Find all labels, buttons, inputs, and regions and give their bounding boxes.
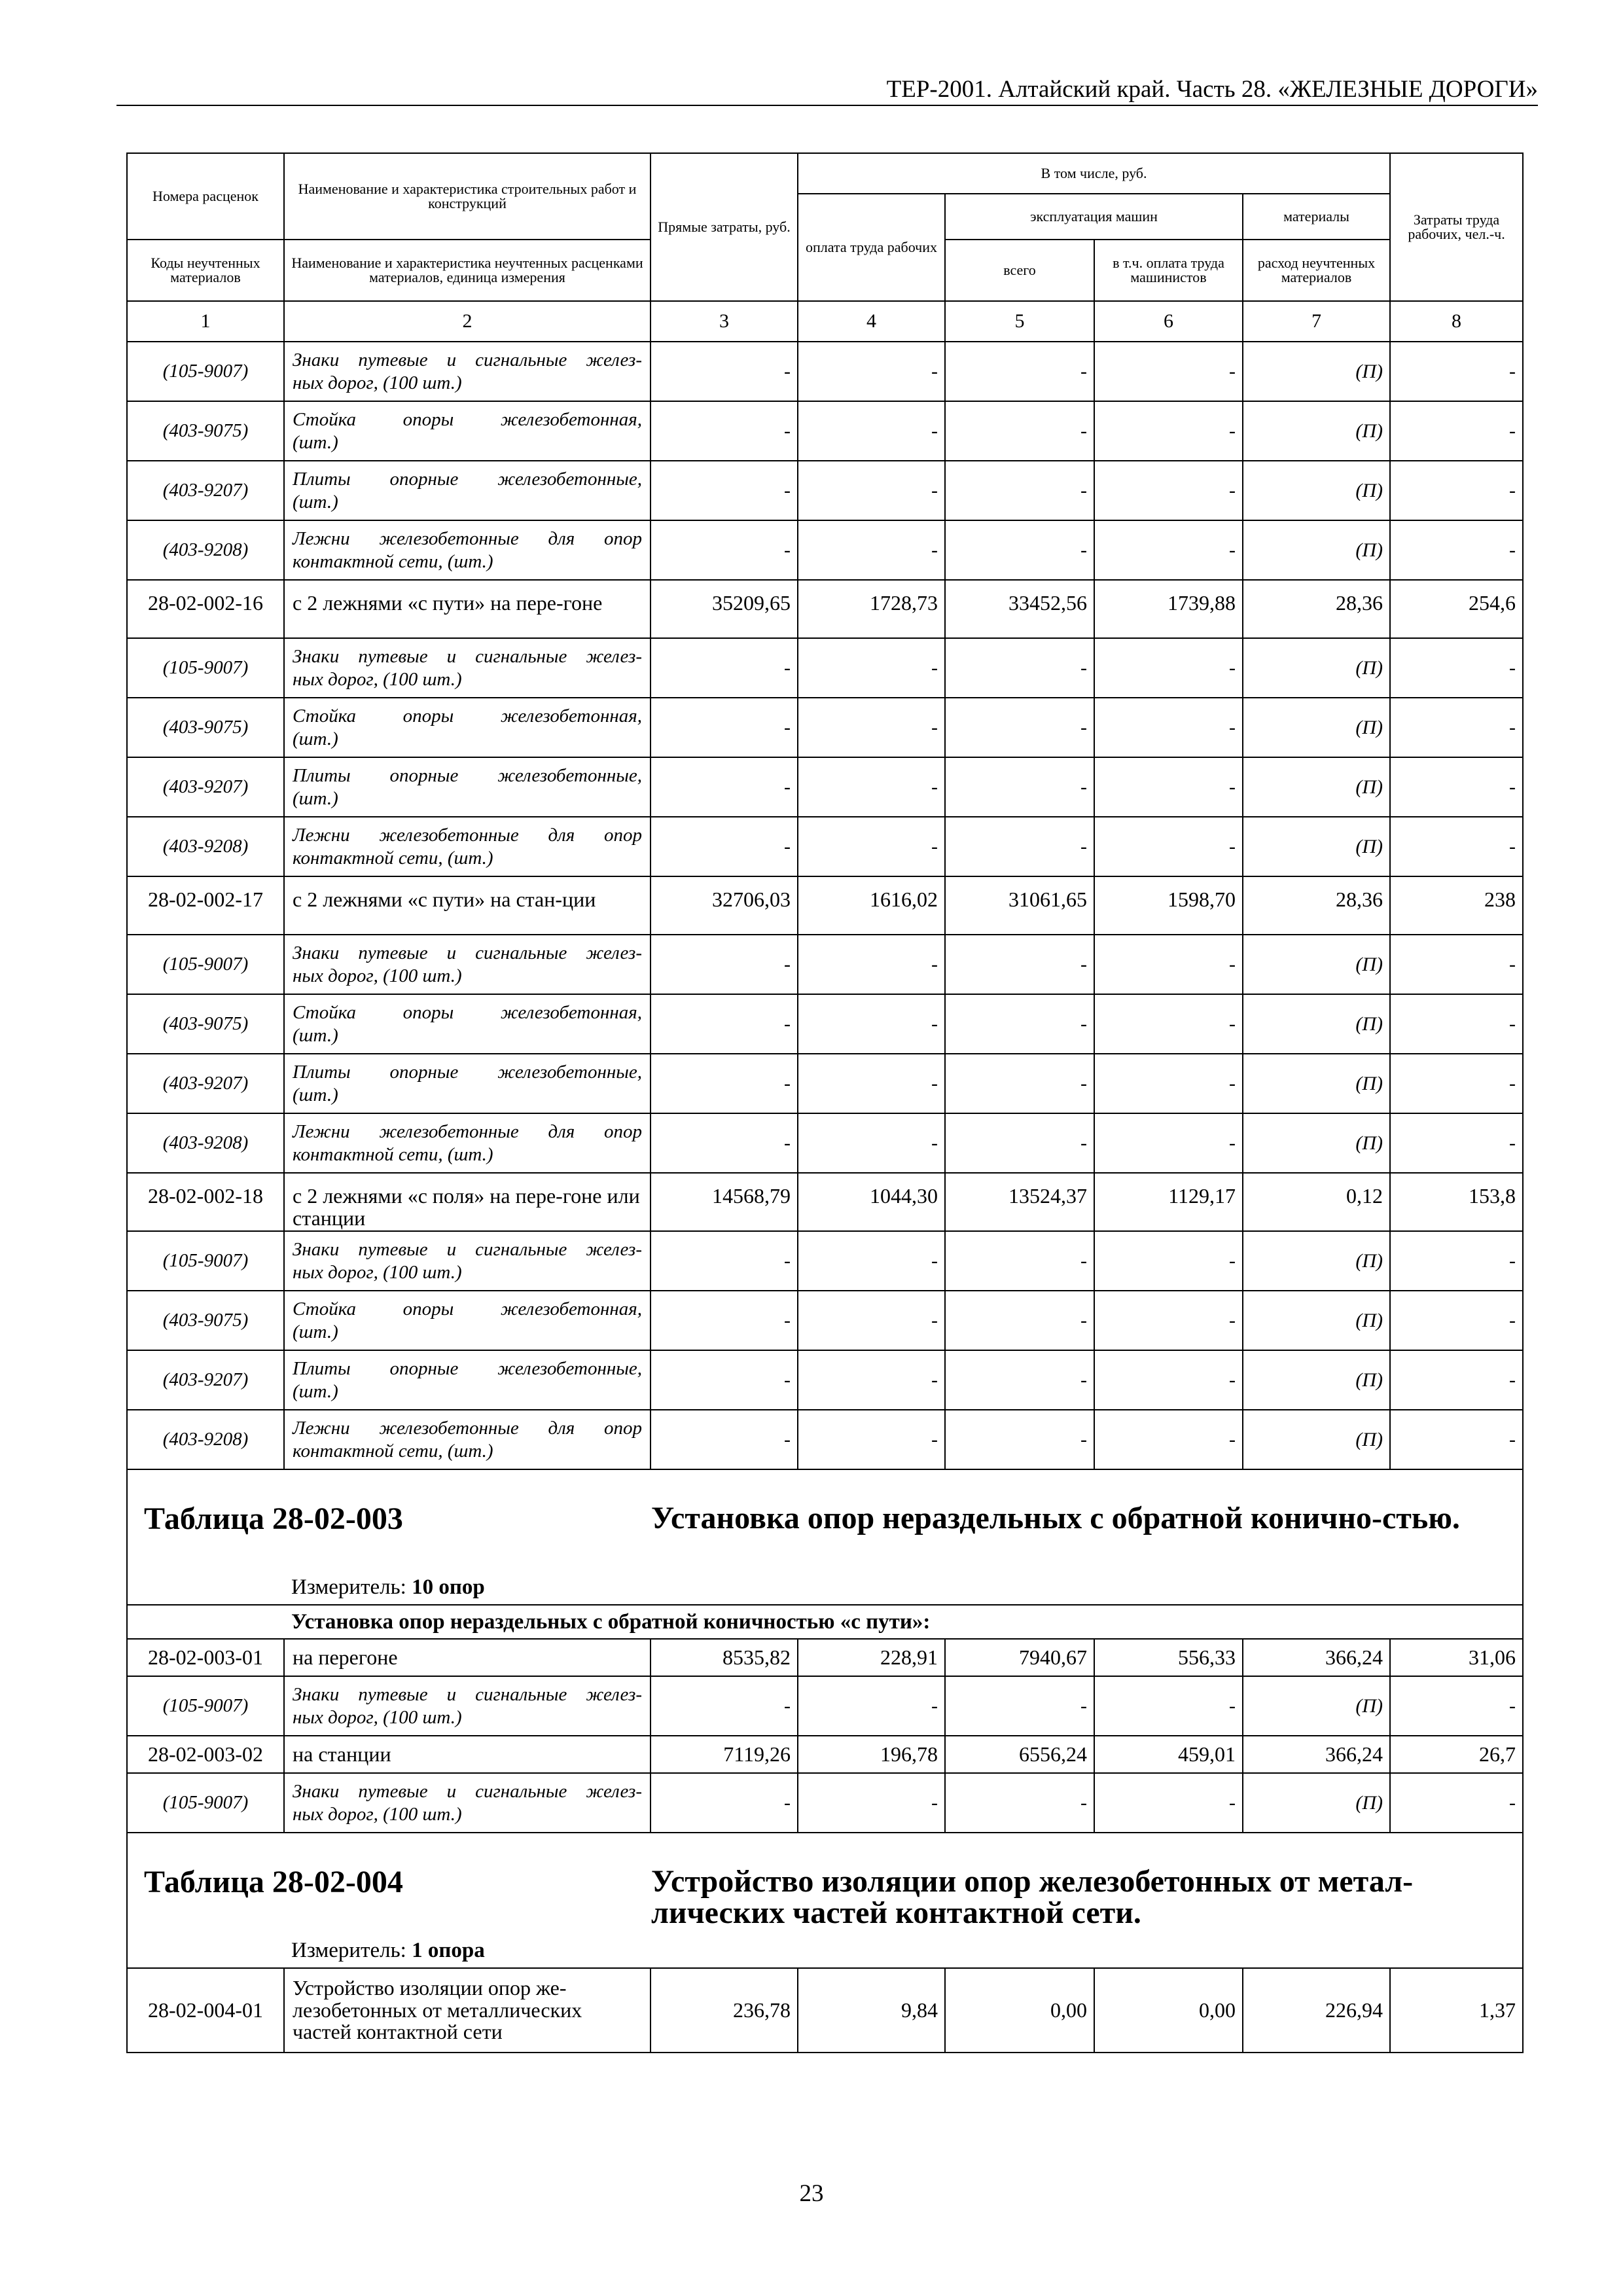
materials-mark: (П) [1243,1291,1390,1350]
material-code: (105-9007) [127,1676,284,1736]
header-machines-total: всего [945,240,1094,301]
empty-value: - [1390,1231,1523,1291]
material-name [284,698,651,757]
rate-materials: 28,36 [1243,876,1390,935]
material-code: (403-9207) [127,461,284,520]
empty-value: - [1390,1113,1523,1173]
empty-value: - [798,401,945,461]
rate-code: 28-02-003-02 [127,1736,284,1773]
rate-hours: 1,37 [1390,1968,1523,2053]
material-name-line: ных дорог, (100 шт.) [293,1803,462,1825]
empty-value: - [1390,520,1523,580]
rate-code: 28-02-002-18 [127,1173,284,1231]
rate-materials: 366,24 [1243,1639,1390,1676]
rate-hours: 238 [1390,876,1523,935]
rate-direct: 236,78 [651,1968,798,2053]
material-name [284,1291,651,1350]
material-row [127,638,1523,698]
empty-value: - [945,1410,1094,1469]
empty-value: - [651,1113,798,1173]
table-description: Устройство изоляции опор железобетонных от метал-лических частей контактной сети. [651,1864,1414,1930]
meter-label: Измеритель: [291,1939,406,1963]
rate-hours: 26,7 [1390,1736,1523,1773]
empty-value: - [651,698,798,757]
empty-value: - [945,1676,1094,1736]
rate-row [127,1173,1523,1231]
materials-mark: (П) [1243,1350,1390,1410]
materials-mark: (П) [1243,1113,1390,1173]
rate-row [127,1639,1523,1676]
material-name-line: контактной сети, (шт.) [293,847,493,869]
page-number: 23 [799,2180,824,2207]
material-row [127,1054,1523,1113]
material-row [127,1410,1523,1469]
empty-value: - [945,698,1094,757]
empty-value: - [945,1773,1094,1833]
header-labor-hours: Затраты труда рабочих, чел.-ч. [1390,153,1523,301]
material-code: (105-9007) [127,935,284,994]
column-number: 3 [651,301,798,342]
empty-value: - [651,342,798,401]
material-code: (403-9075) [127,698,284,757]
meter-label: Измеритель: [291,1575,406,1600]
materials-mark: (П) [1243,401,1390,461]
table-title: Таблица 28-02-003 [144,1501,403,1536]
material-name-line: Лежни железобетонные для опор [293,1417,642,1439]
rate-materials: 0,12 [1243,1173,1390,1231]
material-row [127,342,1523,401]
empty-value: - [651,1676,798,1736]
material-name-line: контактной сети, (шт.) [293,550,493,572]
rate-row [127,1736,1523,1773]
material-row [127,1676,1523,1736]
empty-value: - [945,1113,1094,1173]
empty-value: - [945,461,1094,520]
materials-mark: (П) [1243,757,1390,817]
materials-mark: (П) [1243,1676,1390,1736]
rate-code: 28-02-002-16 [127,580,284,638]
empty-value: - [1094,698,1243,757]
materials-mark: (П) [1243,1773,1390,1833]
material-name-line: ных дорог, (100 шт.) [293,1706,462,1728]
material-name [284,1410,651,1469]
column-number: 8 [1390,301,1523,342]
empty-value: - [798,1410,945,1469]
empty-value: - [1094,638,1243,698]
empty-value: - [798,1231,945,1291]
empty-value: - [798,1773,945,1833]
meter-value: 1 опора [412,1939,485,1963]
rate-code: 28-02-004-01 [127,1968,284,2053]
empty-value: - [945,520,1094,580]
table-heading-box [128,1833,1522,1967]
material-name [284,1350,651,1410]
material-name-line: Плиты опорные железобетонные, [293,1061,642,1083]
empty-value: - [1094,1676,1243,1736]
empty-value: - [1094,1773,1243,1833]
material-name-line: ных дорог, (100 шт.) [293,965,462,986]
material-code: (403-9208) [127,1113,284,1173]
empty-value: - [945,1350,1094,1410]
rate-labor: 1728,73 [798,580,945,638]
rate-hours: 31,06 [1390,1639,1523,1676]
material-name-line: Знаки путевые и сигнальные желез- [293,349,642,370]
header-materials: материалы [1243,194,1390,240]
rate-direct: 8535,82 [651,1639,798,1676]
materials-mark: (П) [1243,1054,1390,1113]
empty-value: - [1390,1410,1523,1469]
material-name-line: ных дорог, (100 шт.) [293,668,462,690]
material-code: (403-9207) [127,1350,284,1410]
material-name-line: Знаки путевые и сигнальные желез- [293,645,642,667]
table-description: Установка опор нераздельных с обратной конично-стью. [651,1501,1460,1535]
column-number: 6 [1094,301,1243,342]
rate-code: 28-02-003-01 [127,1639,284,1676]
material-name-line: Плиты опорные железобетонные, [293,468,642,490]
material-row [127,520,1523,580]
material-code: (403-9075) [127,1291,284,1350]
empty-value: - [945,1054,1094,1113]
material-code: (403-9208) [127,520,284,580]
rate-hours: 153,8 [1390,1173,1523,1231]
empty-value: - [651,401,798,461]
material-name-line: контактной сети, (шт.) [293,1440,493,1462]
material-name [284,1054,651,1113]
empty-value: - [651,994,798,1054]
empty-value: - [651,1291,798,1350]
materials-mark: (П) [1243,994,1390,1054]
header-direct-costs: Прямые затраты, руб. [651,153,798,301]
table-heading-box [128,1470,1522,1604]
table-title: Таблица 28-02-004 [144,1865,403,1899]
price-table [126,152,1522,2053]
column-number: 2 [284,301,651,342]
rate-direct: 32706,03 [651,876,798,935]
empty-value: - [945,994,1094,1054]
material-name-line: ных дорог, (100 шт.) [293,372,462,393]
header-rate-numbers: Номера расценок [127,153,284,240]
material-row [127,757,1523,817]
rate-operators: 556,33 [1094,1639,1243,1676]
material-name [284,638,651,698]
empty-value: - [1094,817,1243,876]
material-code: (403-9075) [127,994,284,1054]
header-work-name: Наименование и характеристика строительных работ и конструкций [284,153,651,240]
header-material-names: Наименование и характеристика неучтенных расценками материалов, единица измерения [284,240,651,301]
rate-machines: 13524,37 [945,1173,1094,1231]
rate-labor: 196,78 [798,1736,945,1773]
material-row [127,935,1523,994]
material-row [127,1773,1523,1833]
material-name-line: Лежни железобетонные для опор [293,528,642,549]
empty-value: - [1390,401,1523,461]
rate-materials: 28,36 [1243,580,1390,638]
empty-value: - [1094,757,1243,817]
material-name-line: (шт.) [293,728,338,749]
material-name-line: Знаки путевые и сигнальные желез- [293,1683,642,1705]
empty-value: - [798,698,945,757]
empty-value: - [945,342,1094,401]
empty-value: - [798,520,945,580]
rate-materials: 366,24 [1243,1736,1390,1773]
rate-machines: 33452,56 [945,580,1094,638]
materials-mark: (П) [1243,461,1390,520]
empty-value: - [1094,1410,1243,1469]
table-heading [127,1833,1523,1968]
column-number: 1 [127,301,284,342]
material-name-line: Стойка опоры железобетонная, [293,1001,642,1023]
material-code: (403-9207) [127,1054,284,1113]
empty-value: - [1094,342,1243,401]
material-name [284,461,651,520]
header-including: В том числе, руб. [798,153,1390,194]
material-name-line: (шт.) [293,787,338,809]
material-name-line: (шт.) [293,491,338,512]
material-name [284,994,651,1054]
empty-value: - [651,520,798,580]
rate-name: на станции [284,1736,651,1773]
empty-value: - [651,1410,798,1469]
empty-value: - [945,401,1094,461]
rate-labor: 1616,02 [798,876,945,935]
empty-value: - [1094,1291,1243,1350]
table-meter [291,1576,485,1599]
material-name [284,935,651,994]
empty-value: - [945,1231,1094,1291]
empty-value: - [651,461,798,520]
rate-direct: 7119,26 [651,1736,798,1773]
rate-labor: 228,91 [798,1639,945,1676]
empty-value: - [651,1231,798,1291]
rate-machines: 6556,24 [945,1736,1094,1773]
material-code: (403-9075) [127,401,284,461]
material-name-line: Плиты опорные железобетонные, [293,764,642,786]
material-row [127,698,1523,757]
empty-value: - [945,638,1094,698]
meter-value: 10 опор [412,1575,485,1600]
rate-machines: 31061,65 [945,876,1094,935]
empty-value: - [1390,817,1523,876]
empty-value: - [1094,1231,1243,1291]
rate-name: с 2 лежнями «с пути» на стан-ции [284,876,651,935]
header-material-codes: Коды неучтенных материалов [127,240,284,301]
section-title: Установка опор нераздельных с обратной коничностью «с пути»: [127,1605,1523,1639]
material-code: (105-9007) [127,342,284,401]
material-name [284,1231,651,1291]
empty-value: - [1390,994,1523,1054]
rate-hours: 254,6 [1390,580,1523,638]
table-heading [127,1469,1523,1605]
material-code: (403-9207) [127,757,284,817]
rate-row [127,876,1523,935]
empty-value: - [1390,1350,1523,1410]
rate-code: 28-02-002-17 [127,876,284,935]
empty-value: - [798,817,945,876]
material-row [127,994,1523,1054]
empty-value: - [1390,638,1523,698]
material-name [284,757,651,817]
material-name-line: (шт.) [293,1380,338,1402]
material-name [284,817,651,876]
empty-value: - [1094,1054,1243,1113]
material-code: (403-9208) [127,817,284,876]
material-name-line: ных дорог, (100 шт.) [293,1261,462,1283]
empty-value: - [945,935,1094,994]
material-name [284,1676,651,1736]
material-name-line: (шт.) [293,431,338,453]
material-name-line: Стойка опоры железобетонная, [293,705,642,726]
rate-row [127,1968,1523,2053]
empty-value: - [1094,1113,1243,1173]
empty-value: - [651,638,798,698]
empty-value: - [945,817,1094,876]
empty-value: - [1390,461,1523,520]
empty-value: - [651,1054,798,1113]
empty-value: - [1390,698,1523,757]
materials-mark: (П) [1243,1231,1390,1291]
materials-mark: (П) [1243,342,1390,401]
material-name-line: Лежни железобетонные для опор [293,824,642,846]
rate-name: на перегоне [284,1639,651,1676]
empty-value: - [651,1350,798,1410]
material-name [284,342,651,401]
material-code: (105-9007) [127,1773,284,1833]
empty-value: - [1094,401,1243,461]
rate-operators: 1598,70 [1094,876,1243,935]
rate-name: с 2 лежнями «с пути» на пере-гоне [284,580,651,638]
empty-value: - [798,1350,945,1410]
empty-value: - [945,1291,1094,1350]
material-row [127,1350,1523,1410]
empty-value: - [798,1054,945,1113]
material-code: (105-9007) [127,638,284,698]
material-row [127,1231,1523,1291]
material-code: (105-9007) [127,1231,284,1291]
empty-value: - [1390,342,1523,401]
material-name-line: Стойка опоры железобетонная, [293,1298,642,1319]
material-name-line: Плиты опорные железобетонные, [293,1357,642,1379]
column-number: 5 [945,301,1094,342]
rate-operators: 1129,17 [1094,1173,1243,1231]
material-name-line: Знаки путевые и сигнальные желез- [293,1238,642,1260]
material-name-line: (шт.) [293,1024,338,1046]
empty-value: - [798,1291,945,1350]
rate-name: Устройство изоляции опор же-лезобетонных от металлических частей контактной сети [284,1968,651,2053]
empty-value: - [1390,935,1523,994]
material-name-line: контактной сети, (шт.) [293,1143,493,1165]
material-name-line: (шт.) [293,1321,338,1342]
empty-value: - [798,994,945,1054]
material-name-line: (шт.) [293,1084,338,1105]
running-head: ТЕР-2001. Алтайский край. Часть 28. «ЖЕЛЕЗНЫЕ ДОРОГИ» [886,76,1538,103]
materials-mark: (П) [1243,638,1390,698]
empty-value: - [651,757,798,817]
empty-value: - [1094,461,1243,520]
rate-labor: 1044,30 [798,1173,945,1231]
empty-value: - [945,757,1094,817]
rate-materials: 226,94 [1243,1968,1390,2053]
header-materials-usage: расход неучтенных материалов [1243,240,1390,301]
materials-mark: (П) [1243,817,1390,876]
empty-value: - [651,1773,798,1833]
empty-value: - [1094,994,1243,1054]
material-name [284,1773,651,1833]
empty-value: - [798,935,945,994]
material-name-line: Стойка опоры железобетонная, [293,408,642,430]
materials-mark: (П) [1243,520,1390,580]
material-row [127,1291,1523,1350]
materials-mark: (П) [1243,935,1390,994]
empty-value: - [1390,1676,1523,1736]
material-name-line: Знаки путевые и сигнальные желез- [293,942,642,963]
material-row [127,401,1523,461]
material-name [284,520,651,580]
rate-direct: 14568,79 [651,1173,798,1231]
materials-mark: (П) [1243,1410,1390,1469]
empty-value: - [1390,757,1523,817]
rate-direct: 35209,65 [651,580,798,638]
materials-mark: (П) [1243,698,1390,757]
empty-value: - [651,935,798,994]
empty-value: - [798,638,945,698]
rate-machines: 0,00 [945,1968,1094,2053]
column-number: 7 [1243,301,1390,342]
empty-value: - [798,757,945,817]
material-row [127,817,1523,876]
header-operators-pay: в т.ч. оплата труда машинистов [1094,240,1243,301]
empty-value: - [798,342,945,401]
material-code: (403-9208) [127,1410,284,1469]
rate-row [127,580,1523,638]
material-name-line: Лежни железобетонные для опор [293,1121,642,1142]
column-number: 4 [798,301,945,342]
empty-value: - [651,817,798,876]
material-name [284,1113,651,1173]
empty-value: - [1390,1054,1523,1113]
material-row [127,461,1523,520]
table-meter [291,1939,485,1962]
empty-value: - [798,461,945,520]
empty-value: - [798,1676,945,1736]
empty-value: - [1390,1773,1523,1833]
empty-value: - [1094,1350,1243,1410]
empty-value: - [1094,520,1243,580]
rate-operators: 459,01 [1094,1736,1243,1773]
header-machines: эксплуатация машин [945,194,1243,240]
empty-value: - [798,1113,945,1173]
material-row [127,1113,1523,1173]
material-name-line: Знаки путевые и сигнальные желез- [293,1780,642,1802]
empty-value: - [1094,935,1243,994]
rate-operators: 1739,88 [1094,580,1243,638]
empty-value: - [1390,1291,1523,1350]
header-labor-pay: оплата труда рабочих [798,194,945,301]
rate-name: с 2 лежнями «с поля» на пере-гоне или станции [284,1173,651,1231]
header-rule [116,105,1538,106]
rate-labor: 9,84 [798,1968,945,2053]
rate-operators: 0,00 [1094,1968,1243,2053]
material-name [284,401,651,461]
rate-machines: 7940,67 [945,1639,1094,1676]
